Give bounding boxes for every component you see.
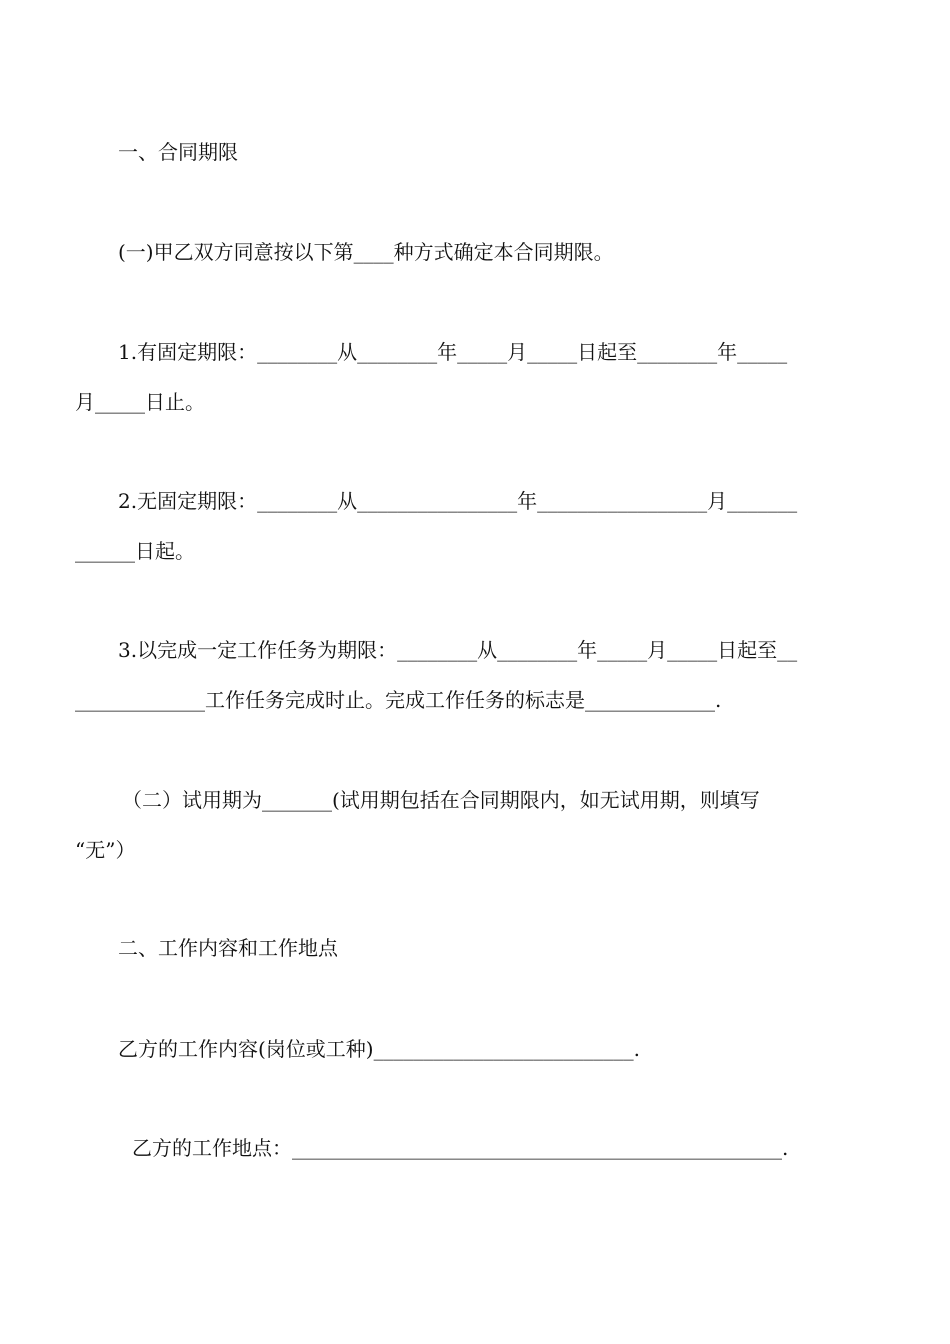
item-task-term-line2: _____________工作任务完成时止。完成工作任务的标志是_____________. — [75, 688, 722, 712]
item-task-term-line1: 3.以完成一定工作任务为期限：________从________年_____月_____日起至__ — [118, 638, 798, 662]
job-content-line: 乙方的工作内容(岗位或工种)__________________________. — [118, 1037, 640, 1061]
job-location-line: 乙方的工作地点：_________________________________________________. — [132, 1136, 789, 1160]
item-fixed-term-line2: 月_____日止。 — [75, 390, 205, 414]
clause-probation-line2: “无”） — [75, 838, 136, 862]
item-fixed-term-line1: 1.有固定期限：________从________年_____月_____日起至________年_____ — [118, 340, 788, 364]
section-heading-work-content-location: 二、工作内容和工作地点 — [118, 936, 338, 960]
clause-probation-line1: （二）试用期为_______(试用期包括在合同期限内，如无试用期，则填写 — [122, 788, 760, 812]
item-open-term-line2: ______日起。 — [75, 539, 195, 563]
clause-term-method: (一)甲乙双方同意按以下第____种方式确定本合同期限。 — [118, 240, 614, 264]
item-open-term-line1: 2.无固定期限：________从________________年_________________月_______ — [118, 489, 798, 513]
section-heading-contract-term: 一、合同期限 — [118, 140, 238, 164]
